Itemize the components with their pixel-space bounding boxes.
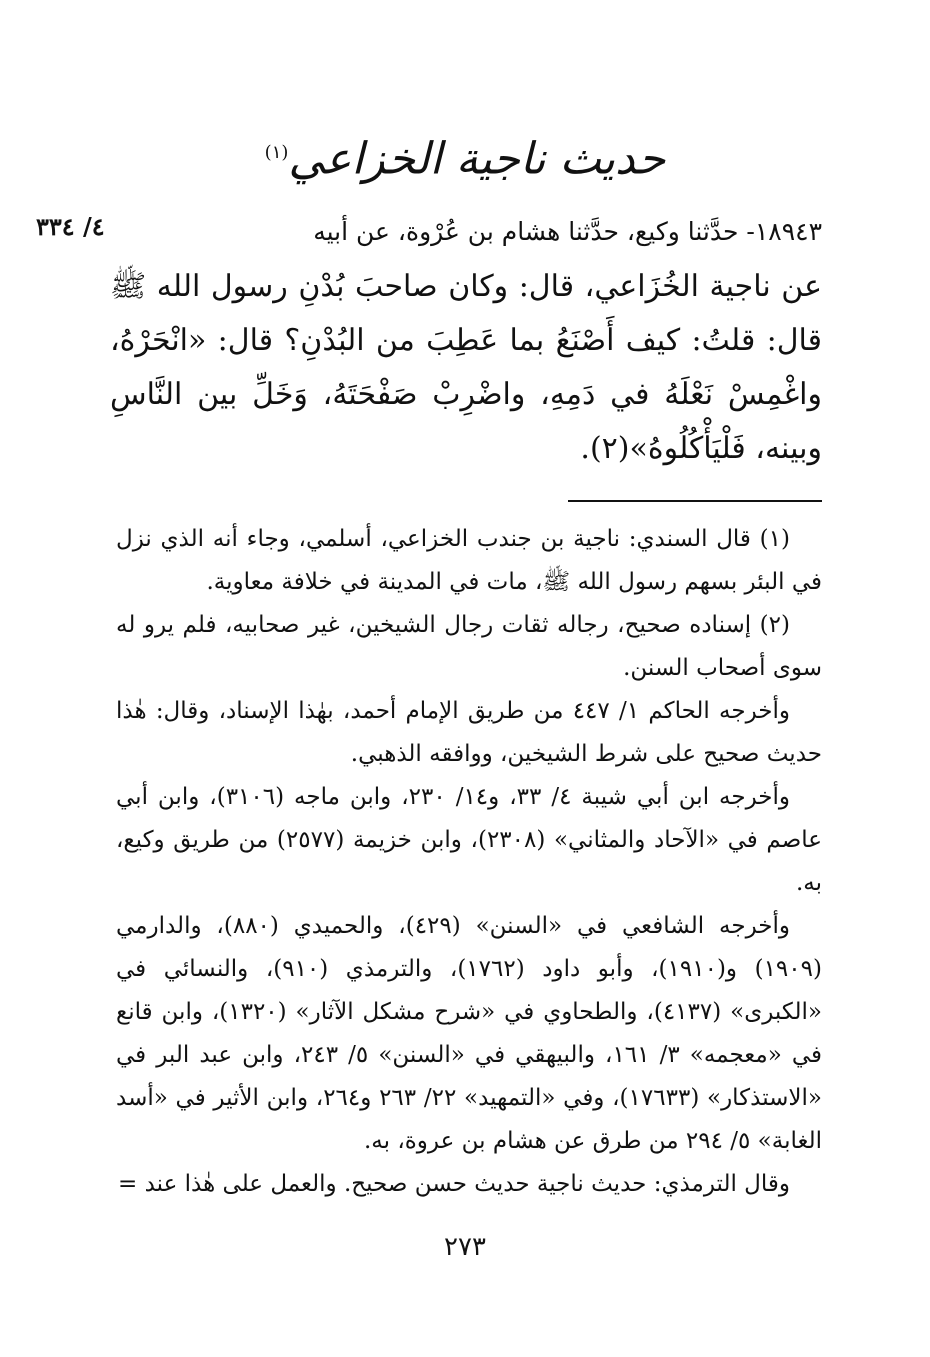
hadith-isnad-line: ١٨٩٤٣- حدَّثنا وكيع، حدَّثنا هشام بن عُرْوة، عن أبيه bbox=[313, 217, 822, 246]
margin-volume-page-reference: ٤/ ٣٣٤ bbox=[36, 212, 105, 241]
page-number: ٢٧٣ bbox=[444, 1232, 486, 1262]
hadith-body: عن ناجية الخُزَاعي، قال: وكان صاحبَ بُدْنِ رسول الله ﷺ قال: قلتُ: كيف أَصْنَعُ بما عَطِبَ من البُدْنِ؟ قال: «انْحَرْهُ، واغْمِسْ نَعْلَهُ في دَمِهِ، واضْرِبْ صَفْحَتَهُ، وَخَلِّ بين النَّاسِ وبينه، فَلْيَأْكُلُوهُ»(٢). bbox=[110, 269, 822, 466]
section-heading bbox=[0, 118, 930, 195]
footnote-paragraph: وأخرجه ابن أبي شيبة ٤/ ٣٣، و١٤/ ٢٣٠، وابن ماجه (٣١٠٦)، وابن أبي عاصم في «الآحاد والمثاني» (٢٣٠٨)، وابن خزيمة (٢٥٧٧) من طريق وكيع، به. bbox=[116, 784, 822, 896]
footnote-paragraph: وأخرجه الحاكم ١/ ٤٤٧ من طريق الإمام أحمد، بهٰذا الإسناد، وقال: هٰذا حديث صحيح على شرط الشيخين، ووافقه الذهبي. bbox=[116, 698, 822, 767]
hadith-text bbox=[110, 204, 822, 476]
heading-footnote-marker: (١) bbox=[264, 142, 289, 163]
footnotes bbox=[116, 518, 822, 1206]
footnote-paragraph: (١) قال السندي: ناجية بن جندب الخزاعي، أسلمي، وجاء أنه الذي نزل في البئر بسهم رسول الله ﷺ، مات في المدينة في خلافة معاوية. bbox=[116, 526, 822, 595]
footnote-paragraph: وقال الترمذي: حديث ناجية حديث حسن صحيح. والعمل على هٰذا عند = bbox=[117, 1171, 790, 1197]
heading-title: حديث ناجية الخزاعي bbox=[288, 133, 666, 185]
footnote-paragraph: (٢) إسناده صحيح، رجاله ثقات رجال الشيخين، غير صحابيه، فلم يرو له سوى أصحاب السنن. bbox=[116, 612, 822, 681]
footnote-separator bbox=[568, 500, 822, 502]
footnote-paragraph: وأخرجه الشافعي في «السنن» (٤٢٩)، والحميدي (٨٨٠)، والدارمي (١٩٠٩) و(١٩١٠)، وأبو داود (١٧٦٢)، والترمذي (٩١٠)، والنسائي في «الكبرى» (٤١٣٧)، والطحاوي في «شرح مشكل الآثار» (١٣٢٠)، وابن قانع في «معجمه» ٣/ ١٦١، والبيهقي في «السنن» ٥/ ٢٤٣، وابن عبد البر في «الاستذكار» (١٧٦٣٣)، وفي «التمهيد» ٢٢/ ٢٦٣ و٢٦٤، وابن الأثير في «أسد الغابة» ٥/ ٢٩٤ من طرق عن هشام بن عروة، به. bbox=[116, 913, 823, 1154]
